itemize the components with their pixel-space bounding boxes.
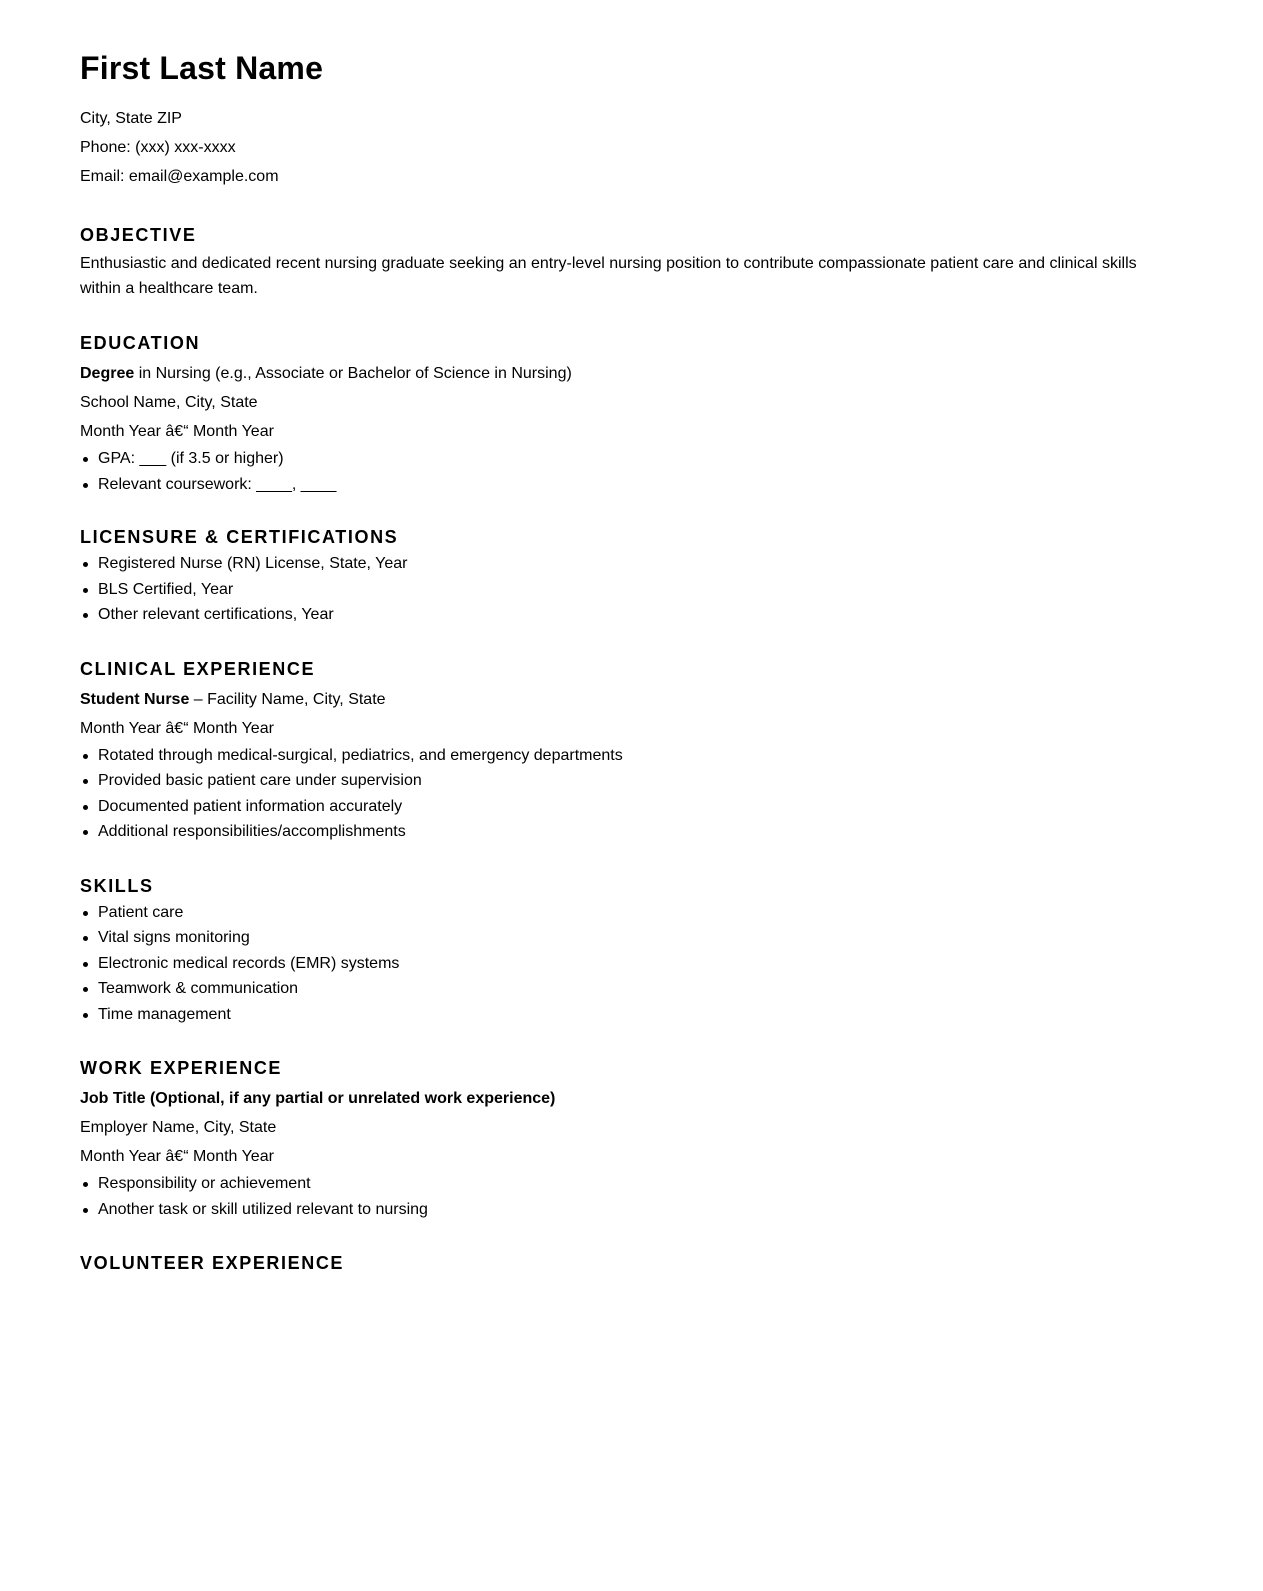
list-item: Responsibility or achievement bbox=[98, 1171, 1140, 1197]
role-facility: – Facility Name, City, State bbox=[189, 690, 386, 708]
section-skills bbox=[80, 874, 1140, 1028]
skills-list bbox=[80, 900, 1140, 1028]
resume-document bbox=[80, 44, 1140, 1275]
degree-label: Degree bbox=[80, 365, 135, 382]
list-item: BLS Certified, Year bbox=[98, 577, 1140, 603]
job-title-text: Job Title (Optional, if any partial or unrelated work experience) bbox=[80, 1090, 556, 1107]
school-line: School Name, City, State bbox=[80, 394, 258, 411]
section-education bbox=[80, 331, 1140, 497]
education-list bbox=[80, 446, 1140, 497]
list-item: Patient care bbox=[98, 900, 1140, 926]
list-item: Registered Nurse (RN) License, State, Year bbox=[98, 551, 1140, 577]
section-heading: CLINICAL EXPERIENCE bbox=[80, 658, 316, 679]
job-title bbox=[80, 1084, 1140, 1113]
dates-line: Month Year â€“ Month Year bbox=[80, 1148, 274, 1165]
degree-line bbox=[80, 359, 1140, 388]
licensure-list bbox=[80, 551, 1140, 628]
contact-info bbox=[80, 104, 1140, 191]
list-item: Time management bbox=[98, 1002, 1140, 1028]
objective-text: Enthusiastic and dedicated recent nursing graduate seeking an entry-level nursing position to contribute compassionate patient care and clinical skills within a healthcare team. bbox=[80, 255, 1137, 297]
section-licensure bbox=[80, 525, 1140, 628]
list-item: Other relevant certifications, Year bbox=[98, 602, 1140, 628]
role-title: Student Nurse bbox=[80, 690, 190, 708]
degree-detail: in Nursing (e.g., Associate or Bachelor of Science in Nursing) bbox=[134, 365, 572, 382]
candidate-name: First Last Name bbox=[80, 50, 324, 86]
section-objective bbox=[80, 223, 1140, 301]
email: Email: email@example.com bbox=[80, 168, 279, 185]
employer-line: Employer Name, City, State bbox=[80, 1119, 277, 1136]
section-heading: SKILLS bbox=[80, 875, 154, 896]
list-item: GPA: ___ (if 3.5 or higher) bbox=[98, 446, 1140, 472]
list-item: Electronic medical records (EMR) systems bbox=[98, 951, 1140, 977]
list-item: Documented patient information accurately bbox=[98, 794, 1140, 820]
address: City, State ZIP bbox=[80, 110, 182, 127]
clinical-list bbox=[80, 743, 1140, 845]
list-item: Provided basic patient care under supervision bbox=[98, 768, 1140, 794]
dates-line: Month Year â€“ Month Year bbox=[80, 423, 274, 440]
section-heading: WORK EXPERIENCE bbox=[80, 1058, 283, 1078]
list-item: Rotated through medical-surgical, pediatrics, and emergency departments bbox=[98, 743, 1140, 769]
phone: Phone: (xxx) xxx-xxxx bbox=[80, 139, 236, 156]
list-item: Additional responsibilities/accomplishments bbox=[98, 819, 1140, 845]
work-list bbox=[80, 1171, 1140, 1222]
list-item: Relevant coursework: ____, ____ bbox=[98, 472, 1140, 498]
section-work-experience bbox=[80, 1056, 1140, 1222]
section-volunteer-experience bbox=[80, 1251, 1140, 1275]
section-heading: LICENSURE & CERTIFICATIONS bbox=[80, 527, 399, 547]
section-heading: EDUCATION bbox=[80, 333, 201, 353]
list-item: Vital signs monitoring bbox=[98, 925, 1140, 951]
section-clinical-experience bbox=[80, 657, 1140, 845]
list-item: Teamwork & communication bbox=[98, 976, 1140, 1002]
list-item: Another task or skill utilized relevant to nursing bbox=[98, 1197, 1140, 1223]
section-heading: VOLUNTEER EXPERIENCE bbox=[80, 1253, 345, 1273]
role-line bbox=[80, 685, 1140, 714]
dates-line: Month Year â€“ Month Year bbox=[80, 719, 274, 737]
section-heading: OBJECTIVE bbox=[80, 225, 197, 245]
